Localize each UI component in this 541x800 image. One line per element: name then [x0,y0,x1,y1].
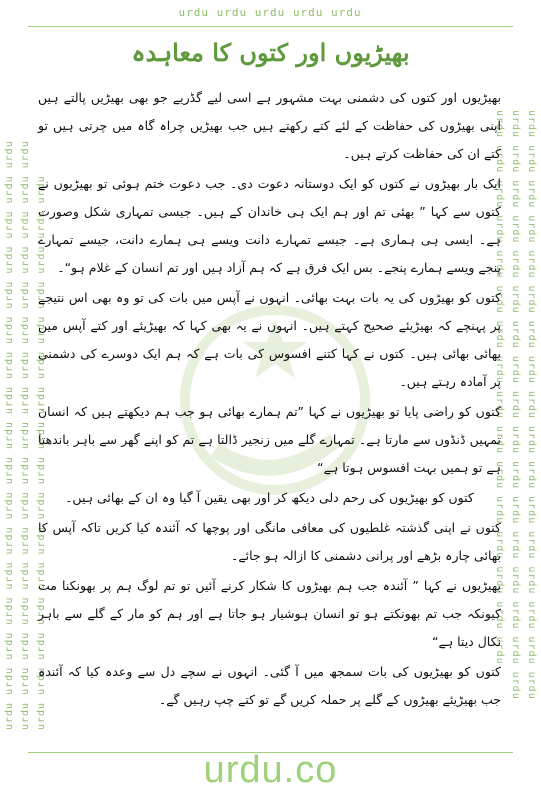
story-body [38,84,501,754]
paragraph-3: کتوں کو بھیڑوں کی یہ بات بہت بھائی۔ انہوں نے آپس میں بات کی تو وہ بھی اس نتیجے پر پہنچے کہ بھیڑیئے صحیح کہتے ہیں۔ انہوں نے یہ بھی کہا کہ بھیڑیئے اور کتے آپس میں بھائی بھائی ہیں۔ کتوں نے کہا کتنے افسوس کی بات ہے کہ ہم ایک دوسرے کی دشمنی پر آمادہ رہتے ہیں۔ [38,290,501,389]
top-border-pattern: urdu urdu urdu urdu urdu [178,6,362,19]
paragraph-1: بھیڑیوں اور کتوں کی دشمنی بہت مشہور ہے اسی لیے گڈریے جو بھی بھیڑیں پالتے ہیں اپنی بھیڑوں کی حفاظت کے لئے کتے رکھتے ہیں جب بھیڑیں چراہ گاہ میں چرتی ہیں تو کتے ان کی حفاظت کرتے ہیں۔ [38,90,501,161]
story-title: بھیڑیوں اور کتوں کا معاہدہ [131,38,410,67]
paragraph-2: ایک بار بھیڑوں نے کتوں کو ایک دوستانہ دعوت دی۔ جب دعوت ختم ہوئی تو بھیڑیوں نے کتوں سے کہا ” بھئی تم اور ہم ایک ہی خاندان کے ہیں۔ جیسی تمہاری شکل وصورت ہے۔ ایسی ہی ہماری ہے۔ جیسے تمہارے دانت ویسے ہی ہمارے دانت، جیسے تمہارے پنجے ویسے ہمارے پنجے۔ بس ایک فرق ہے کہ ہم آزاد ہیں اور تم انسان کے غلام ہو“۔ [38,176,501,275]
paragraph-6: کتوں نے اپنی گذشتہ غلطیوں کی معافی مانگی اور پوچھا کہ آئندہ کیا کریں تاکہ آپس کا بھائی چارہ بڑھے اور پرانی دشمنی کا ازالہ ہو جائے۔ [38,520,501,563]
left-border-pattern: urdu urdu urdu urdu urdu urdu urdu urdu urdu urdu urdu urdu urdu urdu urdu urdu urdu urdu urdu urdu urdu urdu urdu urdu urdu urdu urdu urdu urdu urdu urdu urdu urdu urdu urdu urdu urdu urdu urdu urdu urdu urdu urdu urdu urdu urdu urdu urdu urdu urdu [4,140,47,730]
paragraph-8: کتوں کو بھیڑیوں کی بات سمجھ میں آ گئی۔ انہوں نے سچے دل سے وعدہ کیا کہ آئندہ جب بھیڑیئے بھیڑوں کے گلے پر حملہ کریں گے تو کتے چپ رہیں گے۔ [38,664,501,707]
site-brand-footer: urdu.co [203,749,338,791]
top-divider [28,26,513,27]
paragraph-4: کتوں کو راضی پایا تو بھیڑیوں نے کہا ”تم ہمارے بھائی ہو جب ہم دیکھتے ہیں کہ انسان تمہیں ڈنڈوں سے مارتا ہے۔ تمہارے گلے میں زنجیر ڈالتا ہے تم کو اپنے گھر سے باہر باندھتا ہے تو ہمیں بہت افسوس ہوتا ہے“ [38,404,501,475]
right-border-pattern: urdu urdu urdu urdu urdu urdu urdu urdu urdu urdu urdu urdu urdu urdu urdu urdu urdu urdu urdu urdu urdu urdu urdu urdu urdu urdu urdu urdu urdu urdu urdu urdu urdu urdu urdu urdu urdu urdu urdu urdu urdu urdu urdu urdu urdu urdu urdu urdu urdu urdu [494,110,537,700]
paragraph-7: بھیڑیوں نے کہا ” آئندہ جب ہم بھیڑوں کا شکار کرنے آئیں تو تم لوگ ہم پر بھونکنا مت کیونکہ جب تم بھونکتے ہو تو انسان ہوشیار ہو جاتا ہے اور ہم کو مار کے گلے سے باہر نکال دیتا ہے“ [38,578,501,649]
paragraph-5: کتوں کو بھیڑیوں کی رحم دلی دیکھ کر اور بھی یقین آ گیا وہ ان کے بھائی ہیں۔ [65,490,474,505]
